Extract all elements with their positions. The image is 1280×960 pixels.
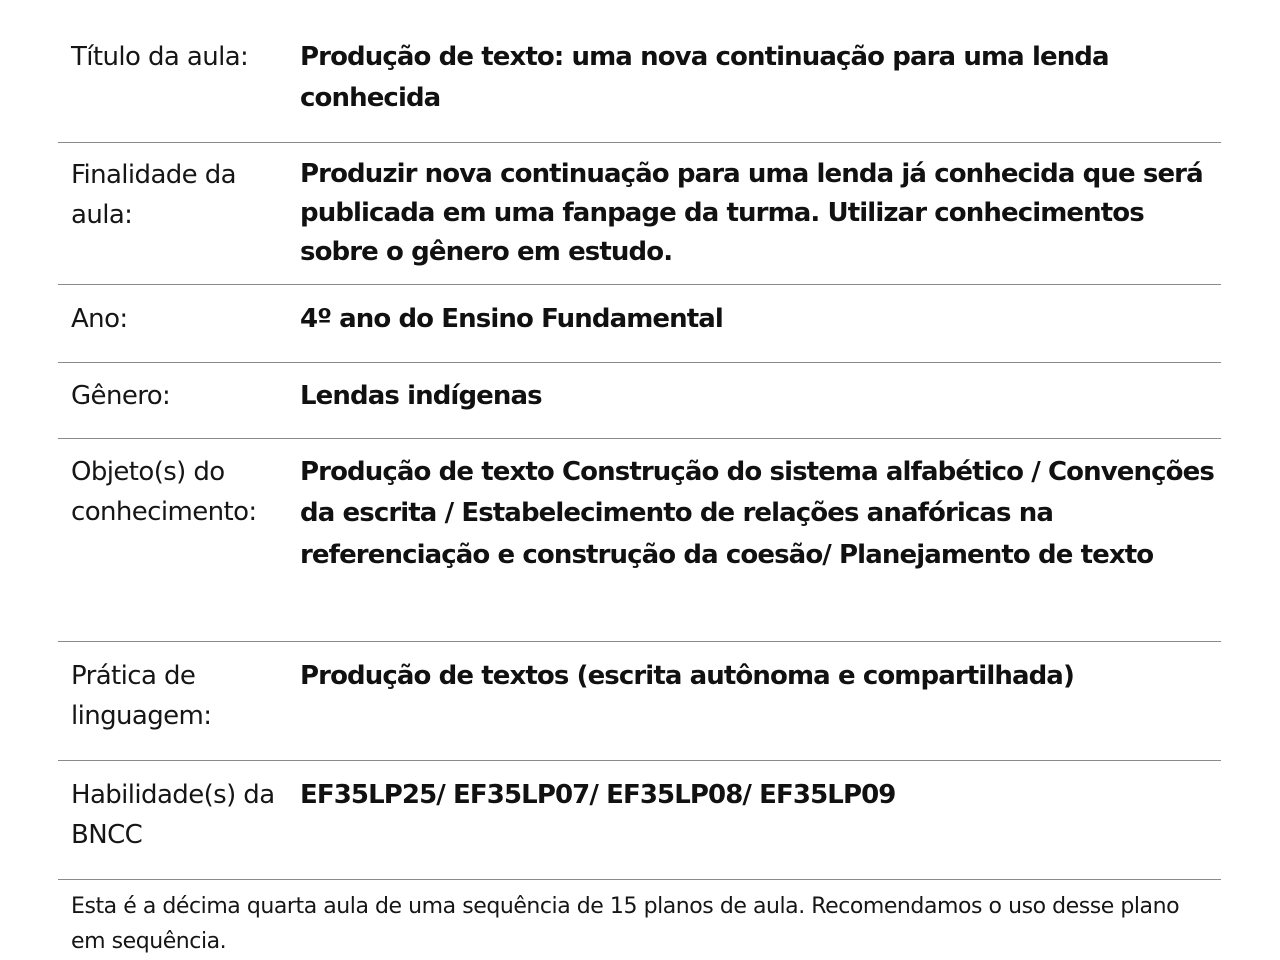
row-label: Finalidade da aula: xyxy=(58,142,300,284)
sequence-note: Esta é a décima quarta aula de uma sequência de 15 planos de aula. Recomendamos o uso desse plano em sequência. xyxy=(71,893,1180,954)
row-value: 4º ano do Ensino Fundamental xyxy=(300,284,1221,362)
row-label: Objeto(s) do conhecimento: xyxy=(58,438,300,641)
row-label: Ano: xyxy=(58,284,300,362)
table-row-objeto xyxy=(58,438,1221,641)
row-value: Produzir nova continuação para uma lenda já conhecida que será publicada em uma fanpage da turma. Utilizar conhecimentos sobre o gênero em estudo. xyxy=(300,142,1221,284)
row-value: EF35LP25/ EF35LP07/ EF35LP08/ EF35LP09 xyxy=(300,760,1221,879)
row-label: Título da aula: xyxy=(58,0,300,142)
row-value: Produção de texto Construção do sistema alfabético / Convenções da escrita / Estabelecimento de relações anafóricas na referenciação e construção da coesão/ Planejamento de texto xyxy=(300,438,1221,641)
table-row-finalidade xyxy=(58,142,1221,284)
table-row-genero xyxy=(58,362,1221,438)
row-label: Habilidade(s) da BNCC xyxy=(58,760,300,879)
table-row-habilidade xyxy=(58,760,1221,879)
row-value: Produção de texto: uma nova continuação para uma lenda conhecida xyxy=(300,0,1221,142)
table-row-titulo xyxy=(58,0,1221,142)
lesson-plan-sheet xyxy=(58,0,1221,959)
table-row-pratica xyxy=(58,641,1221,760)
lesson-info-table xyxy=(58,0,1221,880)
row-label: Prática de linguagem: xyxy=(58,641,300,760)
row-label: Gênero: xyxy=(58,362,300,438)
row-value: Produção de textos (escrita autônoma e compartilhada) xyxy=(300,641,1221,760)
row-value: Lendas indígenas xyxy=(300,362,1221,438)
table-row-ano xyxy=(58,284,1221,362)
